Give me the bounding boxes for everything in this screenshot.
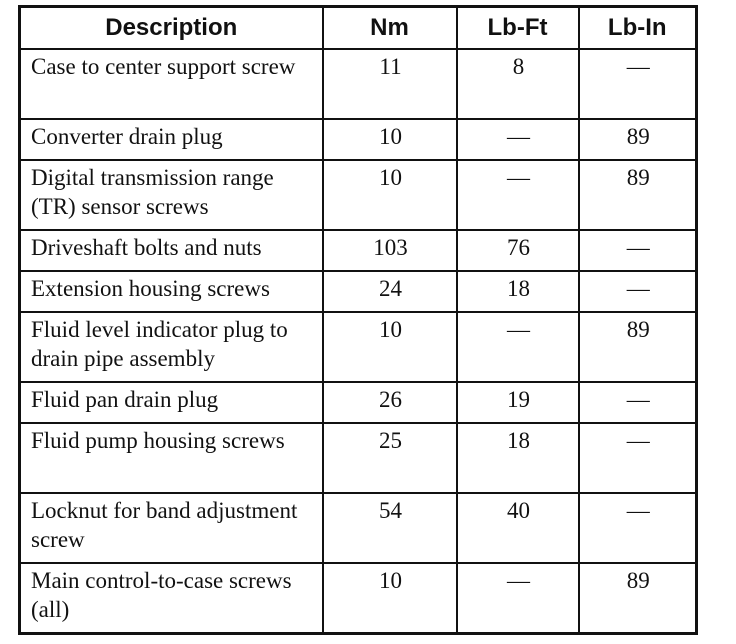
cell-lb-ft: 18 <box>457 271 579 312</box>
table-row <box>20 119 697 160</box>
cell-nm: 54 <box>323 493 457 563</box>
cell-lb-ft: 19 <box>457 382 579 423</box>
cell-lb-in: — <box>579 382 697 423</box>
table-row <box>20 160 697 230</box>
cell-description: Locknut for band adjustment screw <box>20 493 323 563</box>
cell-lb-ft: — <box>457 563 579 633</box>
cell-nm: 24 <box>323 271 457 312</box>
cell-lb-in: 89 <box>579 312 697 382</box>
table-row <box>20 271 697 312</box>
cell-lb-ft: — <box>457 119 579 160</box>
cell-nm: 11 <box>323 49 457 119</box>
cell-description: Fluid pump housing screws <box>20 423 323 493</box>
cell-lb-in: 89 <box>579 119 697 160</box>
cell-description: Fluid pan drain plug <box>20 382 323 423</box>
cell-lb-ft: — <box>457 312 579 382</box>
table-row <box>20 382 697 423</box>
header-lb-ft: Lb-Ft <box>457 7 579 50</box>
cell-lb-in: 89 <box>579 160 697 230</box>
cell-description: Driveshaft bolts and nuts <box>20 230 323 271</box>
cell-lb-in: — <box>579 230 697 271</box>
cell-nm: 10 <box>323 160 457 230</box>
table-row <box>20 423 697 493</box>
cell-lb-in: 89 <box>579 563 697 633</box>
cell-description: Converter drain plug <box>20 119 323 160</box>
cell-lb-ft: 8 <box>457 49 579 119</box>
cell-description: Fluid level indicator plug to drain pipe assembly <box>20 312 323 382</box>
cell-lb-ft: 18 <box>457 423 579 493</box>
cell-description: Digital transmission range (TR) sensor screws <box>20 160 323 230</box>
table-row <box>20 312 697 382</box>
cell-description: Main control-to-case screws (all) <box>20 563 323 633</box>
cell-lb-in: — <box>579 271 697 312</box>
cell-description: Extension housing screws <box>20 271 323 312</box>
cell-description: Case to center support screw <box>20 49 323 119</box>
table-row <box>20 563 697 633</box>
cell-nm: 25 <box>323 423 457 493</box>
cell-nm: 10 <box>323 312 457 382</box>
table-row <box>20 49 697 119</box>
table-row <box>20 493 697 563</box>
cell-lb-in: — <box>579 493 697 563</box>
header-row <box>20 7 697 50</box>
cell-nm: 26 <box>323 382 457 423</box>
cell-nm: 10 <box>323 563 457 633</box>
header-nm: Nm <box>323 7 457 50</box>
cell-lb-in: — <box>579 423 697 493</box>
cell-nm: 103 <box>323 230 457 271</box>
cell-lb-ft: 40 <box>457 493 579 563</box>
header-lb-in: Lb-In <box>579 7 697 50</box>
cell-lb-in: — <box>579 49 697 119</box>
torque-spec-table <box>18 5 698 635</box>
cell-lb-ft: 76 <box>457 230 579 271</box>
cell-nm: 10 <box>323 119 457 160</box>
table-row <box>20 230 697 271</box>
cell-lb-ft: — <box>457 160 579 230</box>
header-description: Description <box>20 7 323 50</box>
